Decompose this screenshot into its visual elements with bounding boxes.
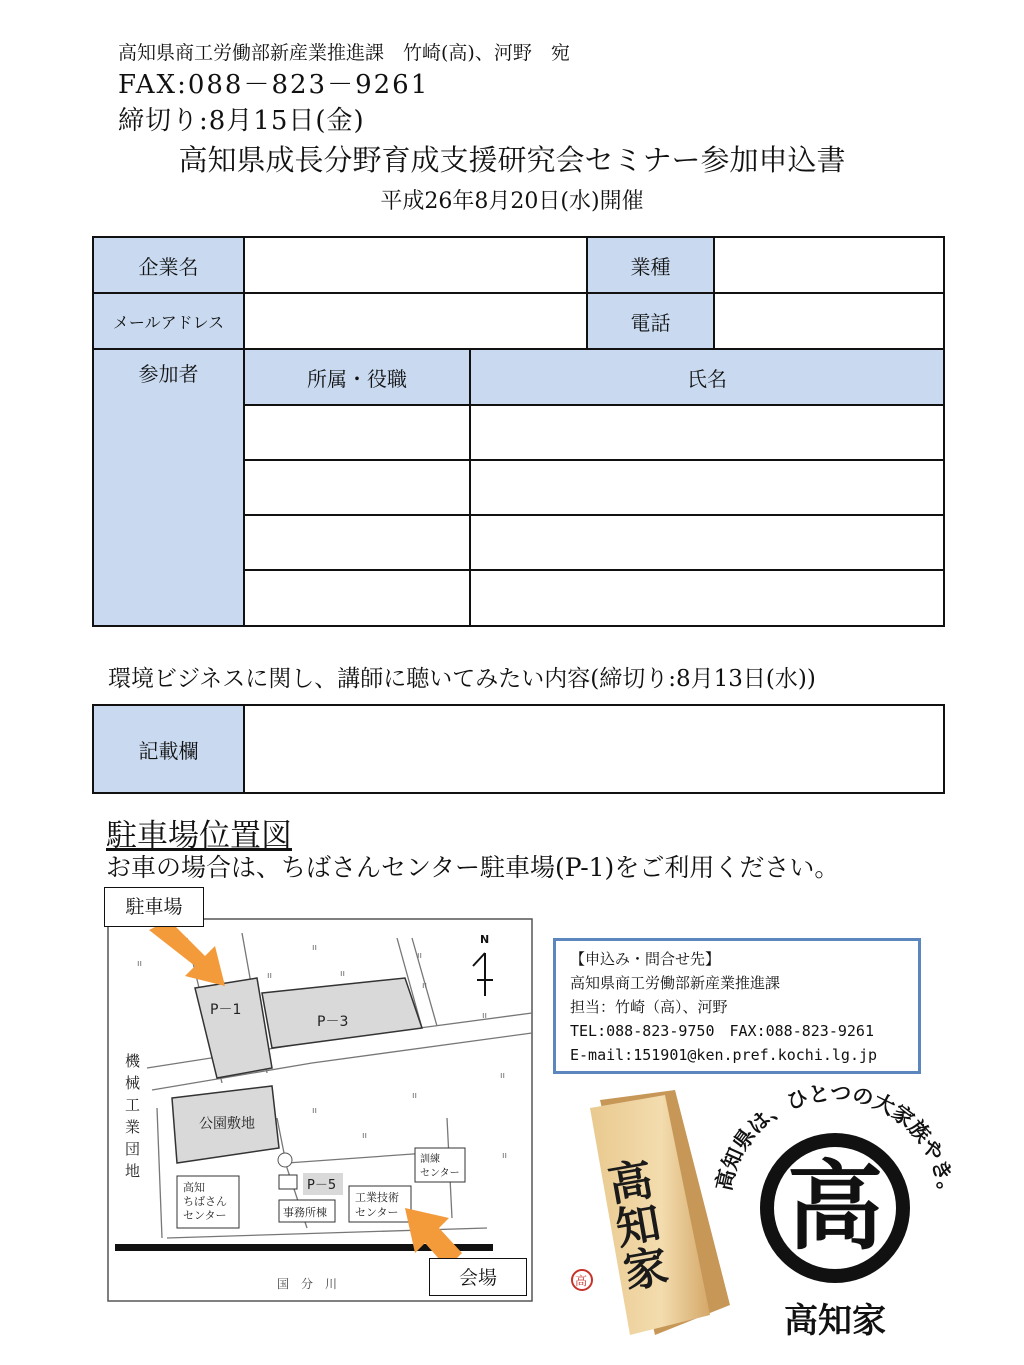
participant-name-input[interactable] (470, 570, 944, 626)
park-label: 公園敷地 (199, 1116, 255, 1132)
svg-text:ıı: ıı (417, 951, 423, 961)
industry-input[interactable] (714, 237, 944, 293)
participant-name-input[interactable] (470, 460, 944, 515)
participant-name-input[interactable] (470, 405, 944, 460)
venue-callout: 会場 (429, 1258, 527, 1296)
parking-callout: 駐車場 (104, 887, 204, 927)
topic-form (92, 704, 945, 794)
plank-seal-icon: 高 (575, 1274, 588, 1288)
industry-label: 業種 (587, 237, 714, 293)
svg-text:団: 団 (125, 1140, 141, 1158)
p1-label: P－1 (210, 1002, 242, 1018)
dept-header: 所属・役職 (244, 349, 470, 405)
contact-email: E-mail:151901@ken.pref.kochi.lg.jp (570, 1046, 878, 1064)
company-label: 企業名 (93, 237, 244, 293)
name-header: 氏名 (470, 349, 944, 405)
email-label: メールアドレス (93, 293, 244, 349)
svg-text:ıı: ıı (500, 1071, 506, 1081)
svg-text:ıı: ıı (267, 971, 273, 981)
p5-label: P－5 (307, 1178, 337, 1193)
logo-name: 高知家 (784, 1301, 886, 1340)
svg-text:センター: センター (420, 1168, 460, 1179)
participants-label: 参加者 (93, 349, 244, 626)
svg-text:センター: センター (355, 1206, 399, 1219)
svg-text:ıı: ıı (502, 1151, 508, 1161)
svg-text:ıı: ıı (422, 981, 428, 991)
svg-text:ıı: ıı (362, 1131, 368, 1141)
fax-number: FAX:088－823－9261 (118, 70, 430, 100)
svg-text:高知: 高知 (183, 1181, 205, 1194)
svg-text:ıı: ıı (412, 1091, 418, 1101)
svg-text:訓練: 訓練 (420, 1154, 440, 1165)
contact-box (553, 938, 921, 1074)
svg-text:業: 業 (125, 1118, 141, 1136)
topic-question: 環境ビジネスに関し、講師に聴いてみたい内容(締切り:8月13日(水)) (108, 666, 816, 692)
event-date: 平成26年8月20日(水)開催 (380, 189, 644, 214)
parking-lot-p5 (279, 1175, 297, 1189)
participant-dept-input[interactable] (244, 570, 470, 626)
kochi-ke-plank-image (560, 1090, 730, 1340)
svg-text:ıı: ıı (312, 1106, 318, 1116)
svg-text:ıı: ıı (312, 943, 318, 953)
parking-map-title: 駐車場位置図 (106, 818, 292, 854)
application-form (92, 236, 945, 627)
participant-dept-input[interactable] (244, 515, 470, 570)
topic-field-label: 記載欄 (93, 705, 244, 793)
participant-dept-input[interactable] (244, 460, 470, 515)
parking-map (107, 918, 533, 1302)
parking-description: お車の場合は、ちばさんセンター駐車場(P-1)をご利用ください。 (106, 853, 840, 882)
contact-phone-fax: TEL:088-823-9750 FAX:088-823-9261 (570, 1022, 874, 1040)
svg-text:ıı: ıı (482, 1011, 488, 1021)
svg-text:械: 械 (125, 1074, 141, 1092)
recipient-line: 高知県商工労働部新産業推進課 竹崎(高)、河野 宛 (118, 42, 570, 64)
north-label: N (480, 933, 490, 946)
contact-heading: 【申込み・問合せ先】 (570, 950, 721, 968)
logo-mark: 高 (787, 1150, 883, 1263)
svg-text:ıı: ıı (340, 969, 346, 979)
contact-dept: 高知県商工労働部新産業推進課 (570, 974, 781, 992)
participant-dept-input[interactable] (244, 405, 470, 460)
participant-name-input[interactable] (470, 515, 944, 570)
svg-text:センター: センター (183, 1209, 227, 1222)
svg-text:工業技術: 工業技術 (355, 1191, 399, 1204)
svg-text:ちばさん: ちばさん (183, 1195, 227, 1208)
p3-label: P－3 (317, 1014, 349, 1030)
office-label: 事務所棟 (283, 1206, 327, 1219)
phone-label: 電話 (587, 293, 714, 349)
email-input[interactable] (244, 293, 587, 349)
river-label: 国 分 川 (277, 1277, 338, 1291)
company-input[interactable] (244, 237, 587, 293)
svg-text:ıı: ıı (137, 959, 143, 969)
svg-text:高知家: 高知家 (596, 1155, 671, 1295)
topic-input[interactable] (244, 705, 944, 793)
phone-input[interactable] (714, 293, 944, 349)
svg-text:地: 地 (125, 1162, 141, 1180)
logo-slogan: 高知県は、ひとつの大家族やき。 (711, 1080, 960, 1204)
kochi-ke-logo (710, 1080, 960, 1340)
page-title: 高知県成長分野育成支援研究会セミナー参加申込書 (178, 143, 846, 177)
svg-text:機: 機 (125, 1052, 141, 1070)
contact-person: 担当：竹崎（高）、河野 (570, 998, 728, 1016)
svg-text:工: 工 (125, 1096, 141, 1114)
deadline: 締切り:8月15日(金) (118, 106, 365, 136)
